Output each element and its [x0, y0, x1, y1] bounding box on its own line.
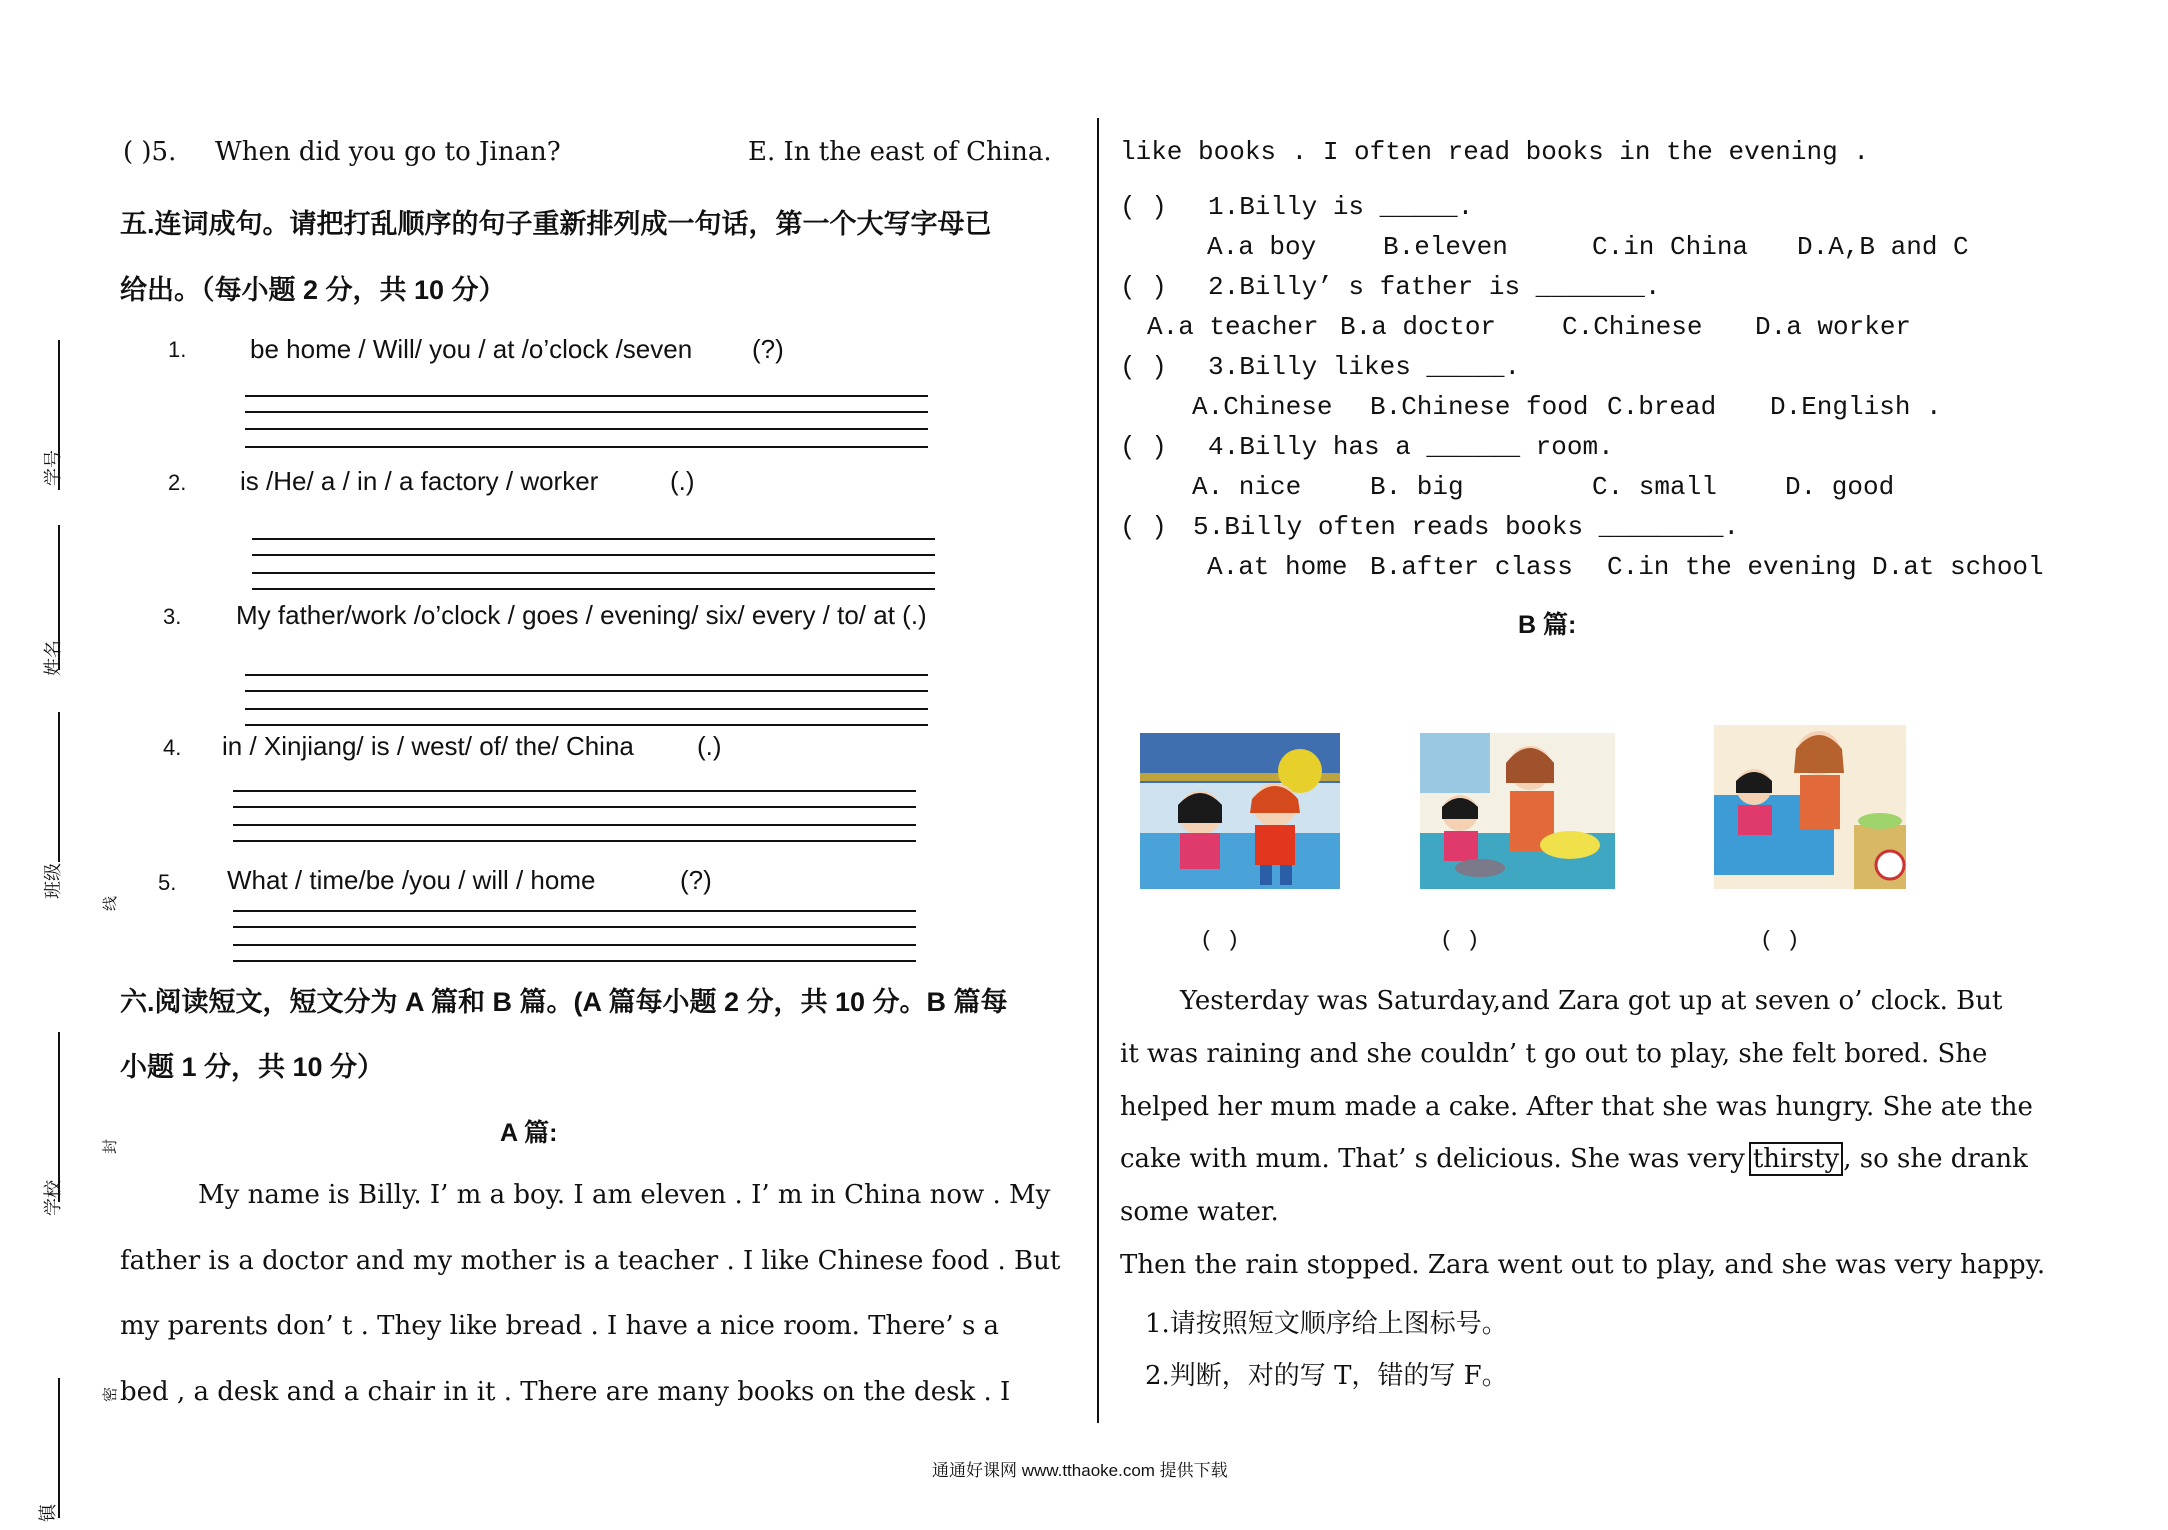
option: A.a teacher [1147, 312, 1319, 342]
passage-b-line: some water. [1120, 1197, 1279, 1227]
option: B.a doctor [1340, 312, 1497, 342]
sentence-number: 5. [158, 870, 177, 895]
town-label: 镇 [38, 1504, 59, 1522]
option: A.Chinese [1192, 392, 1333, 422]
option: C.bread [1607, 392, 1717, 422]
section6-heading-cont: 小题 1 分，共 10 分） [120, 1052, 385, 1082]
picture-eating-cake [1714, 725, 1906, 889]
end-punctuation: (?) [752, 334, 784, 364]
seal-line-char: 线 [101, 895, 120, 912]
option: B.Chinese food [1370, 392, 1589, 422]
end-punctuation: (.) [697, 731, 722, 761]
boxed-word-thirsty: thirsty [1749, 1142, 1843, 1176]
sentence-number: 4. [163, 735, 182, 760]
column-divider [1097, 118, 1099, 1423]
task-instruction: 2.判断，对的写 T，错的写 F。 [1145, 1361, 1508, 1391]
passage-b-line: Yesterday was Saturday,and Zara got up at seven o’ clock. But [1180, 986, 2003, 1016]
picture-order-blank[interactable]: ( ) [1760, 928, 1800, 953]
passage-b-line: it was raining and she couldn’ t go out to play, she felt bored. She [1120, 1039, 1988, 1069]
option: A.at home [1207, 552, 1348, 582]
question-stem: 3.Billy likes _____. [1208, 352, 1521, 382]
scrambled-words: What / time/be /you / will / home [227, 865, 596, 895]
scrambled-words: is /He/ a / in / a factory / worker [240, 466, 599, 496]
passage-a-title: A 篇: [500, 1119, 558, 1147]
picture-order-blank[interactable]: ( ) [1200, 928, 1240, 953]
binding-line [58, 1032, 60, 1202]
answer-paren[interactable]: ( ) [1120, 352, 1167, 382]
passage-a-line: my parents don’ t . They like bread . I have a nice room. There’ s a [120, 1311, 1000, 1341]
student-number-label: 学号 [43, 450, 64, 486]
option: D.A,B and C [1797, 232, 1969, 262]
scrambled-words: be home / Will/ you / at /o’clock /seven [250, 334, 693, 364]
section5-heading-cont: 给出。（每小题 2 分，共 10 分） [120, 275, 506, 305]
passage-b-line: Then the rain stopped. Zara went out to play, and she was very happy. [1120, 1250, 2046, 1280]
question-stem: 1.Billy is _____. [1208, 192, 1474, 222]
passage-b-line [1120, 1144, 2028, 1174]
option: D.English . [1770, 392, 1942, 422]
class-label: 班级 [43, 863, 64, 899]
question-stem: 4.Billy has a ______ room. [1208, 432, 1614, 462]
binding-line [58, 1378, 60, 1518]
end-punctuation: (.) [670, 466, 695, 496]
secret-char: 密 [101, 1386, 120, 1403]
scrambled-words: My father/work /o’clock / goes / evening/ six/ every / to/ at (.) [236, 600, 927, 630]
sentence-number: 1. [168, 337, 187, 362]
passage-a-end: like books . I often read books in the evening . [1120, 137, 1869, 167]
passage-b-title: B 篇: [1518, 611, 1577, 639]
end-punctuation: (?) [680, 865, 712, 895]
answer-paren[interactable]: ( ) [1120, 432, 1167, 462]
sentence-number: 2. [168, 470, 187, 495]
section5-heading: 五.连词成句。请把打乱顺序的句子重新排列成一句话，第一个大写字母已 [120, 209, 992, 239]
binding-line [58, 712, 60, 862]
option: D.a worker [1755, 312, 1912, 342]
school-label: 学校 [43, 1180, 64, 1216]
question-stem: 2.Billy’ s father is _______. [1208, 272, 1661, 302]
answer-paren[interactable]: ( ) [1120, 272, 1167, 302]
picture-playing-outside [1140, 733, 1340, 889]
answer-paren[interactable]: ( ) [1120, 192, 1167, 222]
option: C.Chinese [1562, 312, 1703, 342]
q5-question: When did you go to Jinan? [215, 137, 561, 167]
option: C. small [1592, 472, 1717, 502]
passage-a-line: My name is Billy. I’ m a boy. I am eleven . I’ m in China now . My [198, 1180, 1051, 1210]
section6-heading: 六.阅读短文，短文分为 A 篇和 B 篇。(A 篇每小题 2 分，共 10 分。B 篇每 [120, 987, 1008, 1017]
passage-b-text: cake with mum. That’ s delicious. She was very [1120, 1144, 1745, 1174]
option: D. good [1785, 472, 1895, 502]
option: C.in the evening [1607, 552, 1857, 582]
option: B.after class [1370, 552, 1573, 582]
option: D.at school [1872, 552, 2044, 582]
scrambled-words: in / Xinjiang/ is / west/ of/ the/ China [222, 731, 634, 761]
answer-paren[interactable]: ( ) [1120, 512, 1167, 542]
passage-a-line: father is a doctor and my mother is a teacher . I like Chinese food . But [120, 1246, 1061, 1276]
passage-b-line: helped her mum made a cake. After that she was hungry. She ate the [1120, 1092, 2033, 1122]
picture-making-cake [1420, 733, 1615, 889]
q5-paren: ( )5. [123, 137, 177, 167]
sentence-number: 3. [163, 604, 182, 629]
footer-text: 通通好课网 www.tthaoke.com 提供下载 [932, 1461, 1228, 1480]
option: A. nice [1192, 472, 1302, 502]
passage-b-text: , so she drank [1843, 1144, 2028, 1174]
q5-answer: E. In the east of China. [748, 137, 1052, 167]
name-label: 姓名 [43, 640, 64, 676]
passage-a-line: bed , a desk and a chair in it . There are many books on the desk . I [120, 1377, 1011, 1407]
option: B.eleven [1383, 232, 1508, 262]
option: C.in China [1592, 232, 1749, 262]
option: B. big [1370, 472, 1464, 502]
question-stem: 5.Billy often reads books ________. [1193, 512, 1740, 542]
option: A.a boy [1207, 232, 1317, 262]
seal-char: 封 [101, 1138, 120, 1155]
picture-order-blank[interactable]: ( ) [1440, 928, 1480, 953]
task-instruction: 1.请按照短文顺序给上图标号。 [1145, 1309, 1508, 1339]
